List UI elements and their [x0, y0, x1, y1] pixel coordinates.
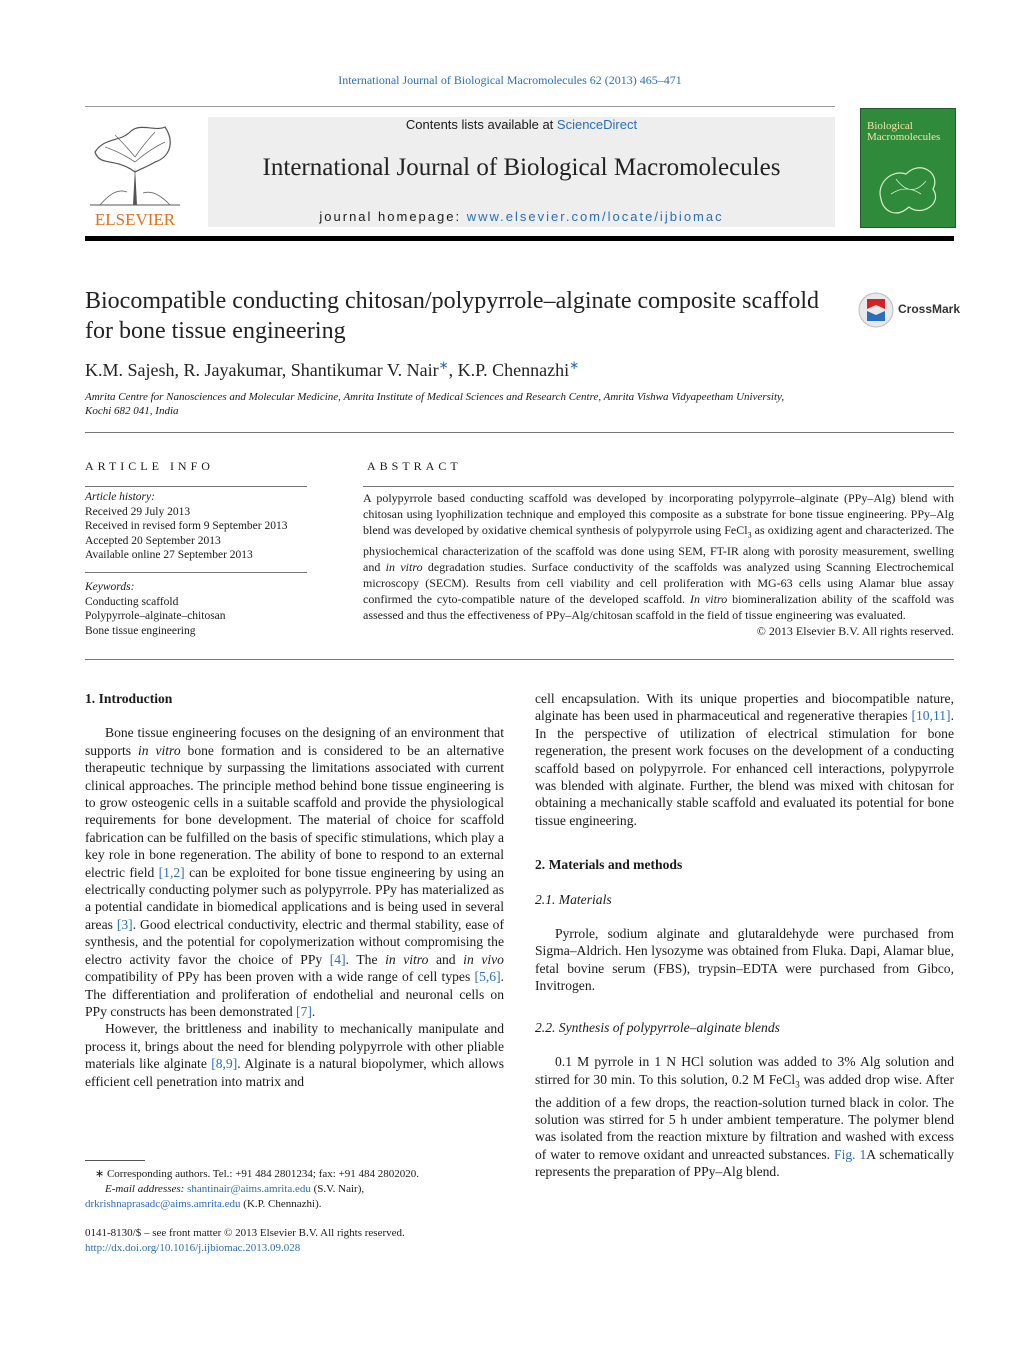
- figure-link[interactable]: Fig. 1: [834, 1146, 867, 1162]
- history-item: Accepted 20 September 2013: [85, 534, 221, 547]
- keywords-label: Keywords:: [85, 581, 135, 593]
- affiliation: Amrita Centre for Nanosciences and Molecular Medicine, Amrita Institute of Medical Sciences and Research Centre, Amrita Vishwa Vidyapeetham University, Kochi 682 041, India: [85, 391, 785, 417]
- footer: [85, 1226, 505, 1256]
- email-note: E-mail addresses: shantinair@aims.amrita.edu (S.V. Nair),: [105, 1183, 365, 1195]
- corresponding-star[interactable]: ∗: [569, 358, 580, 372]
- authors-part-2: , K.P. Chennazhi: [448, 360, 570, 380]
- authors-part-1: K.M. Sajesh, R. Jayakumar, Shantikumar V. Nair: [85, 360, 439, 380]
- email-note-2: drkrishnaprasadc@aims.amrita.edu (K.P. Chennazhi).: [85, 1198, 322, 1210]
- abstract-text: A polypyrrole based conducting scaffold was developed by incorporating polypyrrole–alginate (PPy–Alg) blend with chitosan using lyophilization technique and employed this composite as a substrate for bone tissue engineering. PPy–Alg blend was developed by oxidative chemical synthesis of polypyrrole using FeCl$_3$ as oxidizing agent and characterized. The physiochemical characterization of the scaffold was done using SEM, FT-IR along with porosity measurement, swelling and in vitro degradation studies. Surface conductivity of the scaffolds was analyzed using Scanning Electrochemical microscopy (SECM). Results from cell viability and cell proliferation with MG-63 cells using Alamar blue assay confirmed the cyto-compatible nature of the developed scaffold. In vitro biomineralization ability of the scaffold was assessed and thus the effectiveness of PPy–Alg/chitosan scaffold in the field of tissue engineering was evaluated. © 2013 Elsevier B.V. All rights reserved.: [363, 491, 955, 639]
- crossmark-icon: [858, 291, 894, 329]
- cover-title: Biological Macromolecules: [867, 120, 941, 143]
- homepage-prefix: journal homepage:: [319, 209, 467, 224]
- header-thick-rule: [85, 236, 954, 241]
- history-label: Article history:: [85, 491, 155, 503]
- left-column: [85, 690, 504, 1090]
- keyword: Bone tissue engineering: [85, 624, 196, 637]
- synthesis-paragraph: 0.1 M pyrrole in 1 N HCl solution was added to 3% Alg solution and stirred for 30 min. To this solution, 0.2 M FeCl$_3$ was added drop wise. After the addition of a few drops, the reaction-solution turned black in color. The solution was stirred for 5 h under ambient temperature. The polymer blend was isolated from the reaction mixture by filtration and washed with excess of water to remove oxidant and unreacted substances. Fig. 1A schematically represents the preparation of PPy–Alg blend.: [535, 1054, 955, 1180]
- citation-link[interactable]: [7]: [296, 1003, 312, 1019]
- history-item: Received 29 July 2013: [85, 505, 191, 518]
- corresponding-note: ∗ Corresponding authors. Tel.: +91 484 2801234; fax: +91 484 2802020.: [95, 1168, 420, 1180]
- crossmark-badge[interactable]: [858, 291, 961, 329]
- crossmark-label: CrossMark: [898, 302, 961, 316]
- copyright-line: © 2013 Elsevier B.V. All rights reserved.: [756, 624, 954, 639]
- citation-link[interactable]: [10,11]: [911, 708, 951, 724]
- divider: [363, 486, 954, 487]
- sciencedirect-link[interactable]: ScienceDirect: [556, 117, 638, 132]
- keyword: Conducting scaffold: [85, 595, 179, 608]
- citation-link[interactable]: [3]: [116, 916, 133, 932]
- doi-link[interactable]: http://dx.doi.org/10.1016/j.ijbiomac.2013.09.028: [85, 1242, 301, 1254]
- elsevier-tree-logo: [85, 117, 185, 229]
- journal-reference[interactable]: International Journal of Biological Macromolecules 62 (2013) 465–471: [338, 73, 682, 87]
- abstract-heading: ABSTRACT: [367, 459, 462, 473]
- right-column: [535, 690, 954, 1181]
- history-item: Received in revised form 9 September 2013: [85, 520, 288, 533]
- journal-title: International Journal of Biological Macromolecules: [262, 154, 781, 181]
- materials-heading: 2.1. Materials: [535, 891, 612, 907]
- citation-link[interactable]: [1,2]: [158, 864, 185, 880]
- citation-link[interactable]: [8,9]: [211, 1056, 238, 1072]
- divider: [85, 486, 307, 487]
- homepage-link[interactable]: www.elsevier.com/locate/ijbiomac: [466, 209, 724, 224]
- citation-link[interactable]: [5,6]: [474, 969, 501, 985]
- introduction-heading: 1. Introduction: [85, 691, 173, 706]
- article-info-heading: ARTICLE INFO: [85, 459, 214, 473]
- synthesis-heading: 2.2. Synthesis of polypyrrole–alginate blends: [535, 1019, 780, 1035]
- article-history: [85, 490, 307, 563]
- author-list: [85, 358, 579, 381]
- journal-homepage: [208, 209, 835, 224]
- history-item: Available online 27 September 2013: [85, 549, 253, 562]
- intro-paragraph-2: However, the brittleness and inability to mechanically manipulate and process it, brings about the need for blending polypyrrole with other pliable materials like alginate [8,9]. Alginate is a natural biopolymer, which allows efficient cell penetration into matrix and: [85, 1021, 504, 1089]
- issn-line: 0141-8130/$ – see front matter © 2013 Elsevier B.V. All rights reserved.: [85, 1227, 405, 1239]
- journal-cover-thumbnail[interactable]: [860, 108, 956, 228]
- contents-prefix: Contents lists available at: [405, 117, 557, 132]
- keywords: [85, 580, 307, 638]
- intro-paragraph-2-cont: cell encapsulation. With its unique properties and biocompatible nature, alginate has been used in pharmaceutical and regenerative therapies [10,11]. In the perspective of utilization of electrical stimulation for bone regeneration, the present work focuses on the development of a conducting scaffold based on polypyrrole. For enhanced cell interactions, polypyrrole was blended with alginate. Further, the blend was mixed with chitosan for obtaining a mechanically stable scaffold and evaluated its potential for bone tissue engineering.: [535, 691, 954, 828]
- elsevier-wordmark: ELSEVIER: [94, 210, 176, 229]
- footnote-rule: [85, 1160, 145, 1161]
- corresponding-star[interactable]: ∗: [438, 358, 449, 372]
- divider: [85, 432, 954, 433]
- email-link[interactable]: drkrishnaprasadc@aims.amrita.edu: [85, 1198, 241, 1210]
- divider: [85, 572, 307, 573]
- intro-paragraph-1: Bone tissue engineering focuses on the designing of an environment that supports in vitro bone formation and is considered to be an alternative therapeutic technique by surpassing the limitations associated with current clinical approaches. The principle method behind bone tissue engineering is to grow osteogenic cells in a suitable scaffold and provide the physiological requirements for bone development. The material of choice for scaffold fabrication can be fulfilled on the basis of specific stimulations, which play a key role in bone regeneration. The ability of bone to respond to an external electric field [1,2] can be exploited for bone tissue engineering by using an electrically conducting polymer such as polypyrrole. PPy has materialized as a potential candidate in biomedical applications and is being used in several areas [3]. Good electrical conductivity, electric and thermal stability, ease of synthesis, and the potential for copolymerization without compromising the electro activity favor the choice of PPy [4]. The in vitro and in vivo compatibility of PPy has been proven with a wide range of cell types [5,6]. The differentiation and proliferation of endothelial and neuronal cells on PPy constructs has been demonstrated [7].: [85, 725, 504, 1019]
- cover-illustration-icon: [871, 149, 945, 221]
- materials-paragraph: Pyrrole, sodium alginate and glutaraldehyde were purchased from Sigma–Aldrich. Hen lysozyme was obtained from Fluka. Dapi, Alamar blue, fetal bovine serum (FBS), trypsin–EDTA were purchased from Gibco, Invitrogen.: [535, 926, 954, 994]
- keyword: Polypyrrole–alginate–chitosan: [85, 610, 226, 623]
- top-divider: [85, 106, 835, 107]
- article-title: Biocompatible conducting chitosan/polypyrrole–alginate composite scaffold for bone tissue engineering: [85, 288, 820, 344]
- contents-line: [208, 117, 835, 132]
- citation-link[interactable]: [4]: [329, 951, 346, 967]
- footnotes: [95, 1167, 515, 1197]
- divider: [85, 659, 954, 660]
- methods-heading: 2. Materials and methods: [535, 857, 683, 873]
- email-link[interactable]: shantinair@aims.amrita.edu: [187, 1183, 311, 1195]
